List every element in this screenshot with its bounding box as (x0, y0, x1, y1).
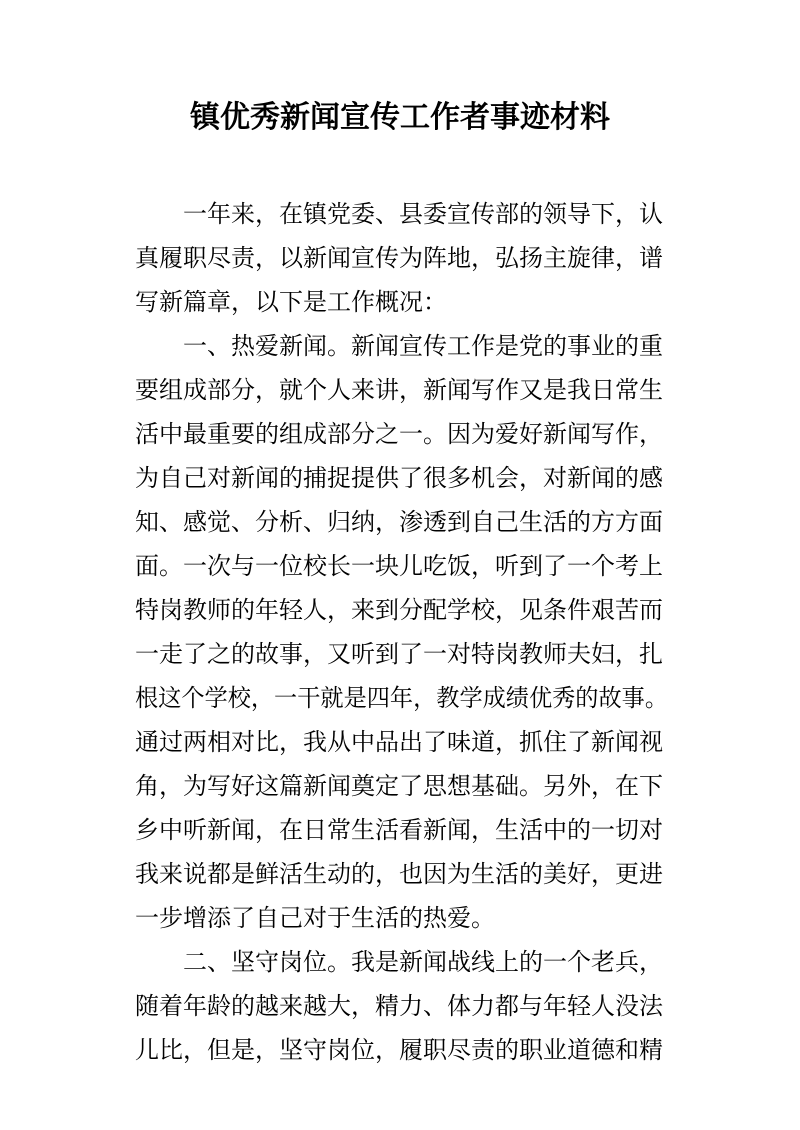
body-line (0, 942, 800, 982)
body-line (0, 238, 800, 278)
line-text: 知、感觉、分析、归纳，渗透到自己生活的方方面 (135, 508, 663, 536)
body-line (0, 546, 800, 586)
body-line (0, 590, 800, 630)
body-line (0, 634, 800, 674)
body-line (0, 898, 800, 938)
body-line (0, 370, 800, 410)
line-text: 真履职尽责，以新闻宣传为阵地，弘扬主旋律，谱 (135, 244, 663, 272)
document-title: 镇优秀新闻宣传工作者事迹材料 (190, 100, 610, 135)
line-text: 一步增添了自己对于生活的热爱。 (135, 904, 495, 932)
body-line (0, 458, 800, 498)
line-text: 要组成部分，就个人来讲，新闻写作又是我日常生 (135, 376, 663, 404)
body-line (0, 282, 800, 322)
body-line (0, 502, 800, 542)
line-text: 根这个学校，一干就是四年，教学成绩优秀的故事。 (135, 684, 669, 712)
body-line (0, 722, 800, 762)
line-text: 一、热爱新闻。新闻宣传工作是党的事业的重 (183, 332, 663, 360)
body-line (0, 986, 800, 1026)
line-text: 活中最重要的组成部分之一。因为爱好新闻写作， (135, 420, 663, 448)
body-line (0, 1030, 800, 1070)
line-text: 乡中听新闻，在日常生活看新闻，生活中的一切对 (135, 816, 663, 844)
body-line (0, 326, 800, 366)
line-text: 面。一次与一位校长一块儿吃饭，听到了一个考上 (135, 552, 663, 580)
body-line (0, 810, 800, 850)
line-text: 儿比，但是，坚守岗位，履职尽责的职业道德和精 (135, 1036, 663, 1064)
line-text: 我来说都是鲜活生动的，也因为生活的美好，更进 (135, 860, 663, 888)
body-line (0, 854, 800, 894)
line-text: 随着年龄的越来越大，精力、体力都与年轻人没法 (135, 992, 663, 1020)
body-line (0, 414, 800, 454)
body-line (0, 678, 800, 718)
line-text: 一走了之的故事，又听到了一对特岗教师夫妇，扎 (135, 640, 663, 668)
body-line (0, 194, 800, 234)
body-line (0, 766, 800, 806)
line-text: 二、坚守岗位。我是新闻战线上的一个老兵， (183, 948, 663, 976)
line-text: 通过两相对比，我从中品出了味道，抓住了新闻视 (135, 728, 663, 756)
line-text: 为自己对新闻的捕捉提供了很多机会，对新闻的感 (135, 464, 663, 492)
line-text: 角，为写好这篇新闻奠定了思想基础。另外，在下 (135, 772, 663, 800)
line-text: 特岗教师的年轻人，来到分配学校，见条件艰苦而 (135, 596, 663, 624)
line-text: 写新篇章，以下是工作概况： (135, 288, 447, 316)
line-text: 一年来，在镇党委、县委宣传部的领导下，认 (183, 200, 663, 228)
